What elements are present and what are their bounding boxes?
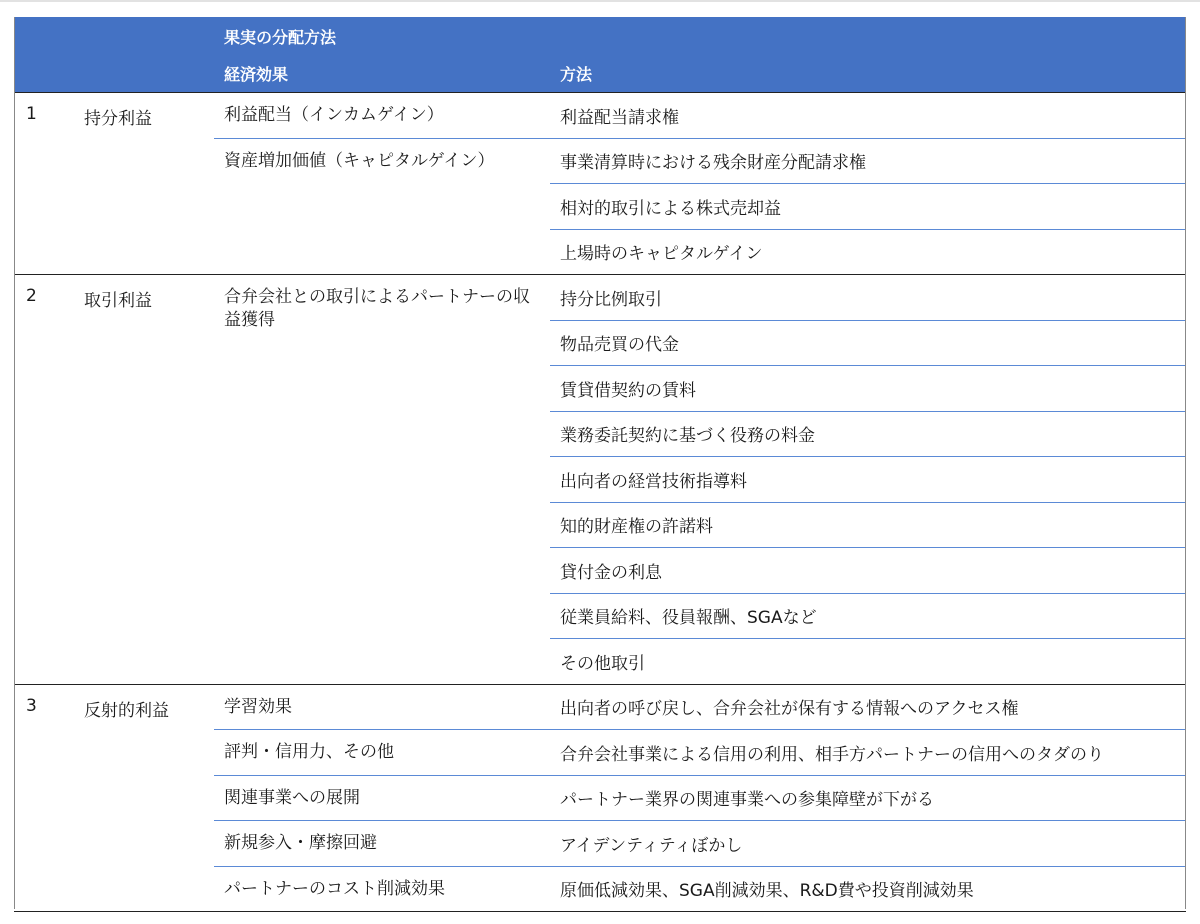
row-number: 2 (14, 275, 74, 685)
header-blank-category-2 (74, 55, 214, 93)
table-row (14, 93, 1186, 139)
row-method: 上場時のキャピタルゲイン (550, 229, 1186, 275)
row-category: 持分利益 (74, 93, 214, 275)
row-number: 3 (14, 684, 74, 912)
row-method: 業務委託契約に基づく役務の料金 (550, 411, 1186, 457)
header-row-group (14, 17, 1186, 55)
header-row-columns (14, 55, 1186, 93)
header-blank-category (74, 17, 214, 55)
table-header (14, 17, 1186, 93)
row-method: 合弁会社事業による信用の利用、相手方パートナーの信用へのタダのり (550, 730, 1186, 776)
row-method: その他取引 (550, 639, 1186, 685)
row-method: 知的財産権の許諾料 (550, 502, 1186, 548)
row-method: 従業員給料、役員報酬、SGAなど (550, 593, 1186, 639)
row-method: 賃貸借契約の賃料 (550, 366, 1186, 412)
row-effect: 資産増加価値（キャピタルゲイン） (214, 138, 550, 275)
header-effect: 経済効果 (214, 55, 550, 93)
row-method: 出向者の経営技術指導料 (550, 457, 1186, 503)
row-method: 相対的取引による株式売却益 (550, 184, 1186, 230)
header-blank-num (14, 17, 74, 55)
row-method: 物品売買の代金 (550, 320, 1186, 366)
row-effect: 利益配当（インカムゲイン） (214, 93, 550, 139)
row-effect: パートナーのコスト削減効果 (214, 866, 550, 912)
profit-distribution-table (14, 17, 1186, 912)
row-method: 貸付金の利息 (550, 548, 1186, 594)
row-method: パートナー業界の関連事業への参集障壁が下がる (550, 775, 1186, 821)
row-effect: 学習効果 (214, 684, 550, 730)
row-category: 取引利益 (74, 275, 214, 685)
table-row (14, 684, 1186, 730)
row-method: 出向者の呼び戻し、合弁会社が保有する情報へのアクセス権 (550, 684, 1186, 730)
row-effect: 関連事業への展開 (214, 775, 550, 821)
row-method: 利益配当請求権 (550, 93, 1186, 139)
header-group-title: 果実の分配方法 (214, 17, 1186, 55)
table-row (14, 275, 1186, 321)
row-effect: 合弁会社との取引によるパートナーの収益獲得 (214, 275, 550, 685)
header-method: 方法 (550, 55, 1186, 93)
row-method: 原価低減効果、SGA削減効果、R&D費や投資削減効果 (550, 866, 1186, 912)
top-divider (0, 0, 1200, 2)
table-body (14, 93, 1186, 912)
header-blank-num-2 (14, 55, 74, 93)
row-effect: 評判・信用力、その他 (214, 730, 550, 776)
row-effect: 新規参入・摩擦回避 (214, 821, 550, 867)
row-method: 持分比例取引 (550, 275, 1186, 321)
row-number: 1 (14, 93, 74, 275)
row-method: アイデンティティぼかし (550, 821, 1186, 867)
row-category: 反射的利益 (74, 684, 214, 912)
row-method: 事業清算時における残余財産分配請求権 (550, 138, 1186, 184)
